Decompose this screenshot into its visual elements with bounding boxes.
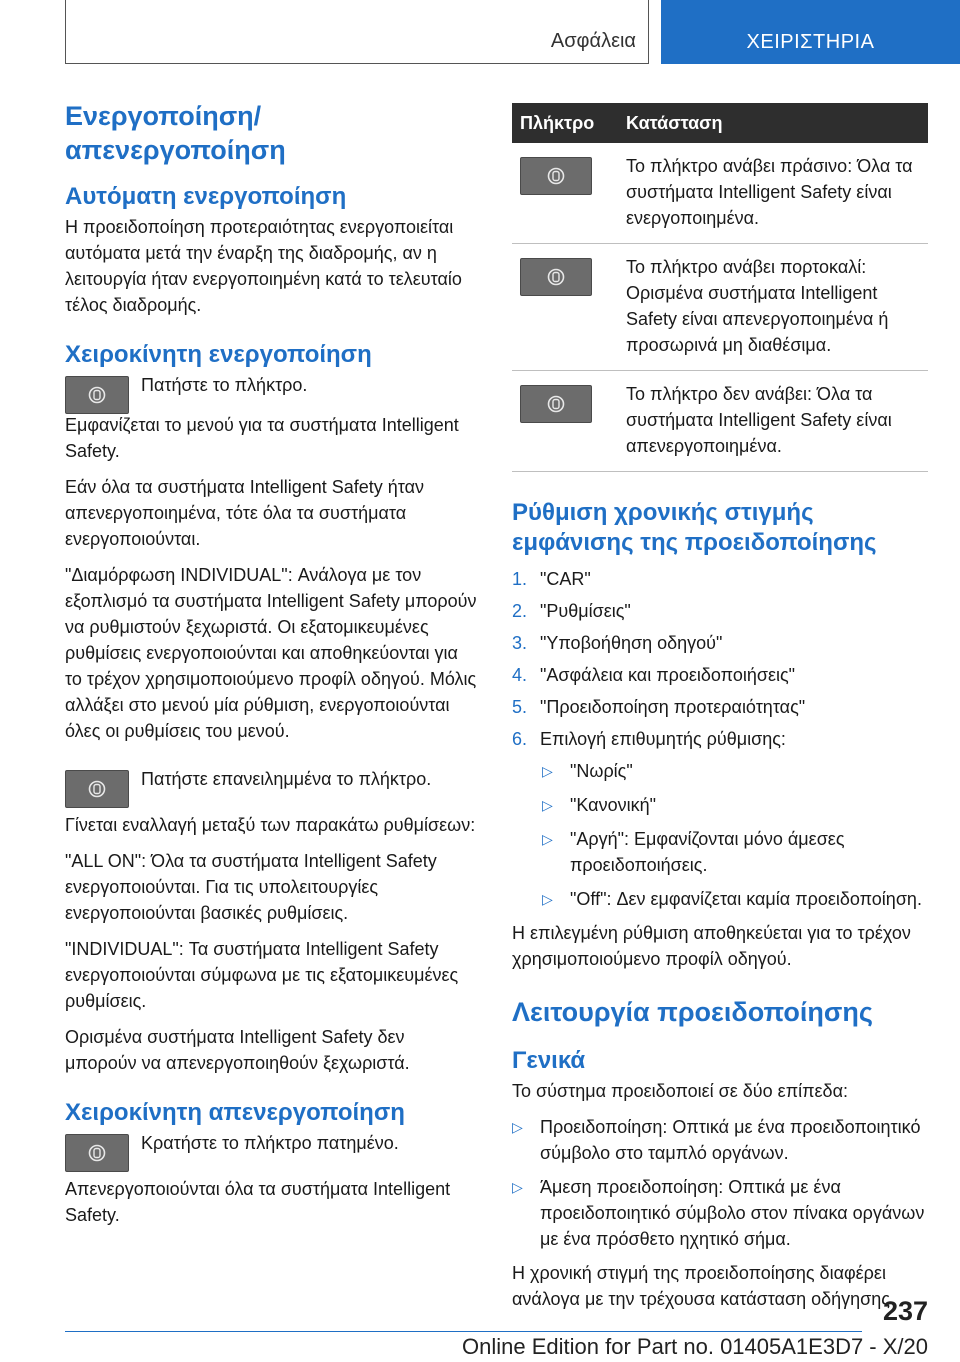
- manual-activation-p5: "ALL ON": Όλα τα συστήματα Intelligent Safety ενεργοποιούνται. Για τις υπολειτουργίες ενεργοποιούνται βασικές ρυθμίσεις.: [65, 850, 437, 923]
- table-cell-status: Το πλήκτρο ανάβει πράσινο: Όλα τα συστήματα Intelligent Safety είναι ενεργοποιημένα.: [618, 143, 928, 244]
- table-cell-status: Το πλήκτρο ανάβει πορτοκαλί: Ορισμένα συστήματα Intelligent Safety είναι απενεργοποιημένα ή προσωρινά μη διαθέσιμα.: [618, 244, 928, 371]
- manual-activation-p7: Ορισμένα συστήματα Intelligent Safety δεν μπορούν να απενεργοποιηθούν ξεχωριστά.: [65, 1026, 410, 1073]
- triangle-bullet-icon: ▷: [512, 1178, 523, 1195]
- manual-activation-step: [65, 372, 477, 414]
- manual-activation-p6: "INDIVIDUAL": Τα συστήματα Intelligent Safety ενεργοποιούνται σύμφωνα με τις εξατομικευμένες ρυθμίσεις.: [65, 938, 459, 1011]
- list-item: ▷ Άμεση προειδοποίηση: Οπτικά με ένα προειδοποιητικό σύμβολο στον πίνακα οργάνων με ένα πρόσθετο ηχητικό σήμα.: [512, 1174, 928, 1252]
- triangle-bullet-icon: ▷: [512, 1118, 523, 1135]
- triangle-bullet-icon: ▷: [542, 831, 553, 847]
- triangle-bullet-icon: ▷: [542, 763, 553, 779]
- safety-button-image: [520, 258, 592, 296]
- heading-manual-activation: Χειροκίνητη ενεργοποίηση: [65, 340, 372, 368]
- safety-button-image: [65, 770, 129, 808]
- table-header-status: Κατάσταση: [618, 103, 928, 143]
- list-item: ▷ "Off": Δεν εμφανίζεται καμία προειδοποίηση.: [542, 886, 928, 912]
- timing-options-list: [512, 758, 928, 912]
- list-item: 1. "CAR": [512, 569, 591, 589]
- safety-button-icon: [87, 385, 107, 405]
- manual-deactivation-step-text: Κρατήστε το πλήκτρο πατημένο.: [141, 1132, 399, 1153]
- manual-activation-p3: "Διαμόρφωση INDIVIDUAL": Ανάλογα με τον εξοπλισμό τα συστήματα Intelligent Safety μπορούν να ρυθμιστούν ξεχωριστά. Οι εξατομικευμένες ρυθμίσεις ενεργοποιούνται και αποθηκεύονται για το τρέχον χρησιμοποιούμενο προφίλ οδηγού. Μόλις αλλάξει στο μενού μία ρύθμιση, ενεργοποιούνται όλες οι ρυθμίσεις του μενού.: [65, 564, 477, 741]
- page-number: 237: [882, 1296, 928, 1326]
- header-chapter-tab: ΧΕΙΡΙΣΤΗΡΙΑ: [661, 0, 960, 64]
- list-item: ▷ "Αργή": Εμφανίζονται μόνο άμεσες προειδοποιήσεις.: [542, 826, 928, 878]
- footer-edition: Online Edition for Part no. 01405A1E3D7 - X/20: [462, 1334, 928, 1359]
- triangle-bullet-icon: ▷: [542, 891, 553, 907]
- timing-steps-list: [512, 566, 928, 912]
- repeated-press-step-text: Πατήστε επανειλημμένα το πλήκτρο.: [141, 768, 432, 789]
- manual-deactivation-step: [65, 1130, 477, 1172]
- table-cell-icon: [512, 143, 618, 244]
- function-outro: Η χρονική στιγμή της προειδοποίησης διαφέρει ανάλογα με την τρέχουσα κατάσταση οδήγησης: [512, 1262, 890, 1309]
- footer-divider: [65, 1331, 862, 1332]
- button-status-table: [512, 103, 928, 472]
- safety-button-icon: [546, 394, 566, 414]
- table-header-button: Πλήκτρο: [512, 103, 618, 143]
- warning-levels-list: [512, 1114, 928, 1252]
- header-section-title: Ασφάλεια: [550, 30, 636, 52]
- table-cell-icon: [512, 244, 618, 371]
- safety-button-image: [65, 376, 129, 414]
- list-item: 5. "Προειδοποίηση προτεραιότητας": [512, 697, 806, 717]
- table-row: [512, 371, 928, 472]
- table-row: [512, 143, 928, 244]
- list-item: 2. "Ρυθμίσεις": [512, 601, 631, 621]
- list-item: 4. "Ασφάλεια και προειδοποιήσεις": [512, 665, 796, 685]
- safety-button-image: [520, 157, 592, 195]
- table-cell-status: Το πλήκτρο δεν ανάβει: Όλα τα συστήματα Intelligent Safety είναι απενεργοποιημένα.: [618, 371, 928, 472]
- repeated-press-step: [65, 766, 477, 808]
- manual-activation-p1: Εμφανίζεται το μενού για τα συστήματα Intelligent Safety.: [65, 414, 459, 461]
- heading-warning-timing: Ρύθμιση χρονικής στιγμής εμφάνισης της προειδοποίησης: [512, 499, 877, 556]
- list-item: 3. "Υποβοήθηση οδηγού": [512, 633, 723, 653]
- heading-warning-function: Λειτουργία προειδοποίησης: [512, 997, 873, 1027]
- safety-button-image: [520, 385, 592, 423]
- auto-activation-text: Η προειδοποίηση προτεραιότητας ενεργοποιείται αυτόματα μετά την έναρξη της διαδρομής, αν η λειτουργία ήταν ενεργοποιημένη κατά το τελευταίο τέλος διαδρομής.: [65, 216, 462, 315]
- list-item: ▷ Προειδοποίηση: Οπτικά με ένα προειδοποιητικό σύμβολο στο ταμπλό οργάνων.: [512, 1114, 928, 1166]
- table-cell-icon: [512, 371, 618, 472]
- table-row: [512, 244, 928, 371]
- manual-activation-p4: Γίνεται εναλλαγή μεταξύ των παρακάτω ρυθμίσεων:: [65, 814, 476, 835]
- safety-button-icon: [546, 267, 566, 287]
- safety-button-image: [65, 1134, 129, 1172]
- safety-button-icon: [87, 779, 107, 799]
- left-column: [65, 100, 477, 1238]
- list-item: ▷ "Νωρίς": [542, 758, 928, 784]
- list-item: 6. Επιλογή επιθυμητής ρύθμισης: ▷ "Νωρίς" ▷ "Κανονική" ▷ "Αργή": Εμφανίζονται μόνο άμεσες προειδοποιήσεις. ▷ "Off": Δεν εμφανίζεται καμία προειδοποίηση.: [512, 726, 928, 912]
- heading-manual-deactivation: Χειροκίνητη απενεργοποίηση: [65, 1098, 405, 1126]
- table-header-row: [512, 103, 928, 143]
- heading-activation: Ενεργοποίηση/απενεργοποίηση: [65, 101, 286, 165]
- safety-button-icon: [87, 1143, 107, 1163]
- heading-general: Γενικά: [512, 1046, 586, 1074]
- safety-button-icon: [546, 166, 566, 186]
- header-section-box: [65, 0, 649, 64]
- manual-activation-p2: Εάν όλα τα συστήματα Intelligent Safety ήταν απενεργοποιημένα, τότε όλα τα συστήματα ενεργοποιούνται.: [65, 476, 425, 549]
- right-column: [512, 103, 928, 1322]
- heading-auto-activation: Αυτόματη ενεργοποίηση: [65, 182, 347, 210]
- manual-activation-step-text: Πατήστε το πλήκτρο.: [141, 374, 308, 395]
- timing-saved-text: Η επιλεγμένη ρύθμιση αποθηκεύεται για το τρέχον χρησιμοποιούμενο προφίλ οδηγού.: [512, 923, 911, 969]
- triangle-bullet-icon: ▷: [542, 797, 553, 813]
- list-item: ▷ "Κανονική": [542, 792, 928, 818]
- manual-deactivation-p1: Απενεργοποιούνται όλα τα συστήματα Intelligent Safety.: [65, 1178, 451, 1225]
- function-intro: Το σύστημα προειδοποιεί σε δύο επίπεδα:: [512, 1080, 848, 1101]
